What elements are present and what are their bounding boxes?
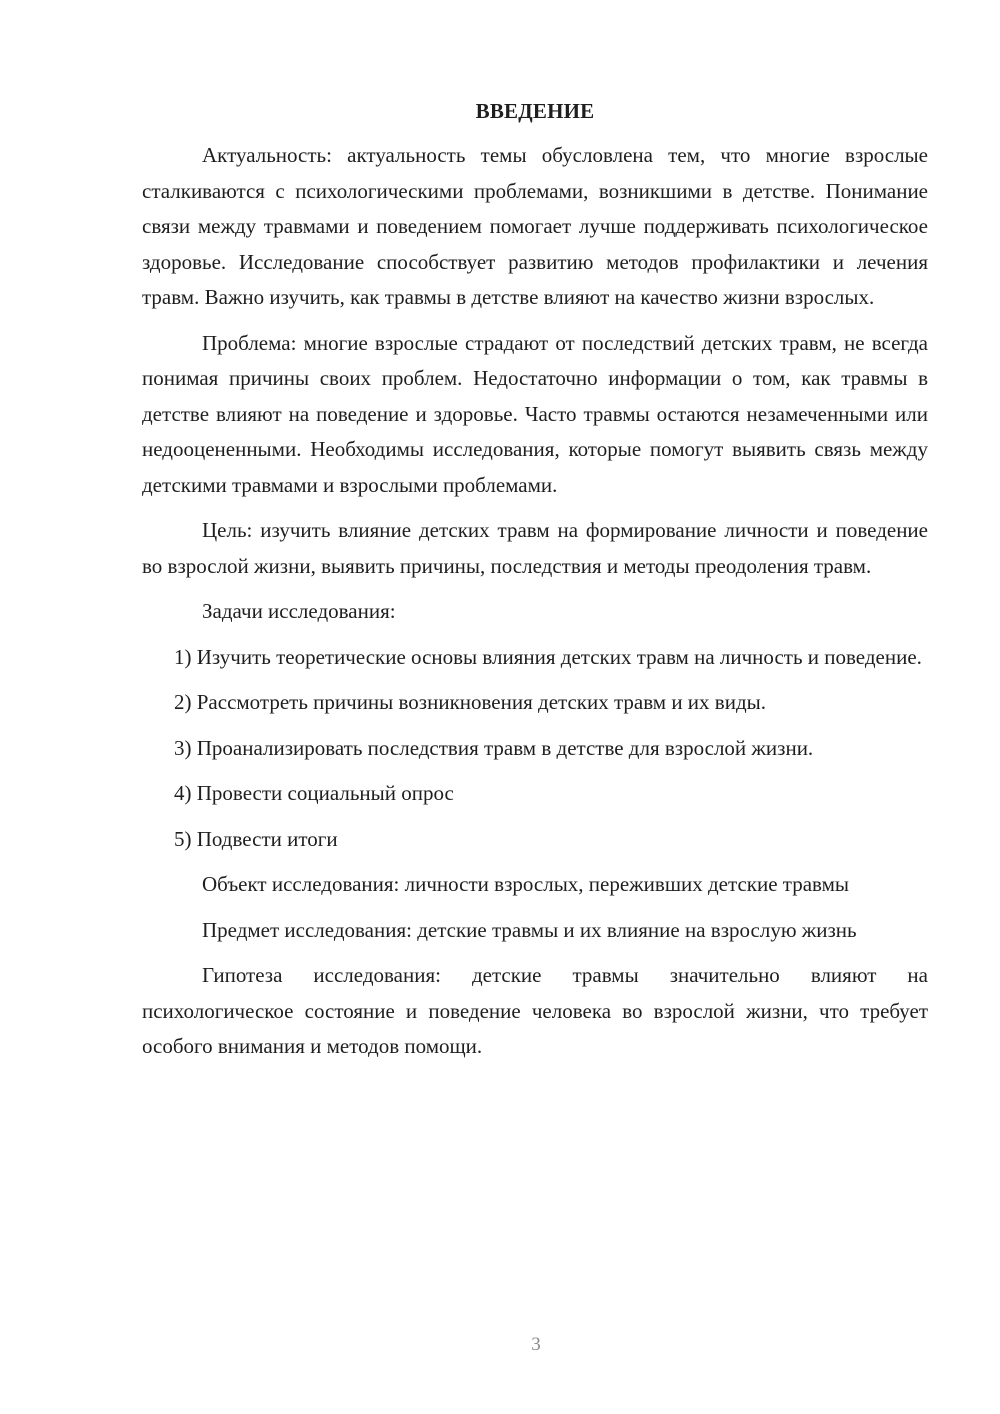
tasks-title: Задачи исследования: (202, 599, 396, 623)
page-number: 3 (531, 1334, 541, 1355)
research-object-paragraph: Объект исследования: личности взрослых, переживших детские травмы (202, 872, 849, 896)
relevance-paragraph: Актуальность: актуальность темы обусловлена тем, что многие взрослые сталкиваются с психологическими проблемами, возникшими в детстве. Понимание связи между травмами и поведением помогает лучше поддерживать психологическое здоровье. Исследование способствует развитию методов профилактики и лечения травм. Важно изучить, как травмы в детстве влияют на качество жизни взрослых. (142, 143, 928, 309)
problem-paragraph: Проблема: многие взрослые страдают от последствий детских травм, не всегда понимая причины своих проблем. Недостаточно информации о том, как травмы в детстве влияют на поведение и здоровье. Часто травмы остаются незамеченными или недооцененными. Необходимы исследования, которые помогут выявить связь между детскими травмами и взрослыми проблемами. (142, 330, 928, 497)
research-subject-paragraph: Предмет исследования: детские травмы и их влияние на взрослую жизнь (202, 917, 857, 942)
task-item-3: 3) Проанализировать последствия травм в детстве для взрослой жизни. (174, 735, 814, 760)
section-heading: ВВЕДЕНИЕ (475, 99, 595, 123)
hypothesis-paragraph: Гипотеза исследования: детские травмы значительно влияют на психологическое состояние и поведение человека во взрослой жизни, что требует особого внимания и методов помощи. (142, 963, 928, 1058)
task-item-1: 1) Изучить теоретические основы влияния детских травм на личность и поведение. (174, 644, 922, 669)
document-page (142, 96, 928, 1075)
goal-paragraph: Цель: изучить влияние детских травм на формирование личности и поведение во взрослой жизни, выявить причины, последствия и методы преодоления травм. (142, 518, 928, 578)
task-item-4: 4) Провести социальный опрос (174, 781, 454, 805)
task-item-5: 5) Подвести итоги (174, 826, 338, 851)
task-item-2: 2) Рассмотреть причины возникновения детских травм и их виды. (174, 690, 766, 714)
